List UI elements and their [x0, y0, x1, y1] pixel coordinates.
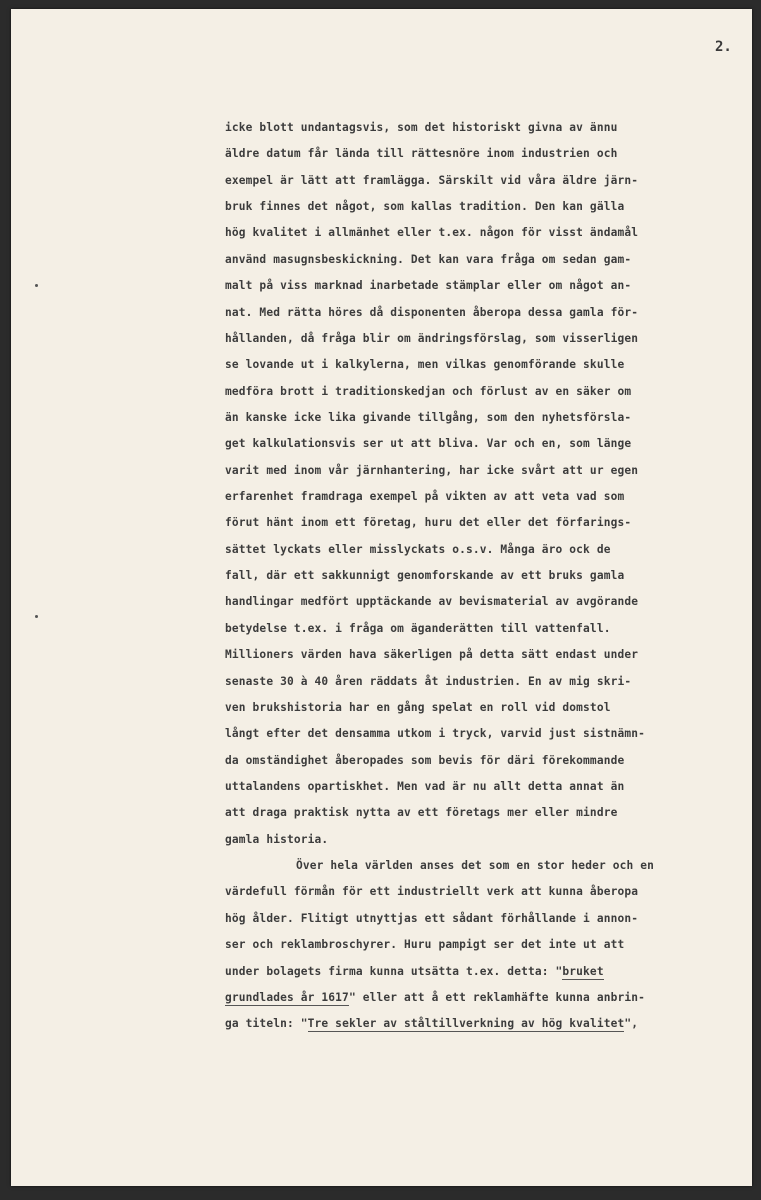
text-line: icke blott undantagsvis, som det historiskt givna av ännu [225, 121, 618, 134]
text-segment: ", [624, 1017, 639, 1031]
underlined-quote: bruket [562, 964, 604, 978]
text-line: malt på viss marknad inarbetade stämplar eller om något an- [225, 279, 632, 293]
text-line: medföra brott i traditionskedjan och förlust av en säker om [225, 384, 632, 398]
text-line [225, 1011, 737, 1037]
text-line: hög ålder. Flitigt utnyttjas ett sådant förhållande i annon- [225, 911, 639, 925]
text-line: da omständighet åberopades som bevis för däri förekommande [225, 753, 625, 767]
text-line [225, 959, 737, 985]
text-segment: " eller att å ett reklamhäfte kunna anbrin- [348, 990, 646, 1004]
text-line: erfarenhet framdraga exempel på vikten av att veta vad som [225, 490, 625, 504]
text-line: senaste 30 à 40 åren räddats åt industrien. En av mig skri- [225, 674, 632, 688]
text-line: bruk finnes det något, som kallas tradition. Den kan gälla [225, 200, 625, 214]
text-segment: under bolagets firma kunna utsätta t.ex. detta: " [225, 964, 563, 978]
text-line: hög kvalitet i allmänhet eller t.ex. någon för visst ändamål [225, 226, 639, 240]
text-line: ven brukshistoria har en gång spelat en roll vid domstol [225, 700, 611, 714]
text-line: handlingar medfört upptäckande av bevismaterial av avgörande [225, 595, 639, 609]
text-line: långt efter det densamma utkom i tryck, varvid just sistnämn- [225, 727, 646, 741]
text-line: förut hänt inom ett företag, huru det eller det förfarings- [225, 516, 632, 530]
text-segment: ga titeln: " [225, 1017, 308, 1031]
text-line: att draga praktisk nytta av ett företags mer eller mindre [225, 806, 618, 820]
text-line: värdefull förmån för ett industriellt verk att kunna åberopa [225, 885, 639, 899]
text-line: gamla historia. [225, 832, 329, 846]
text-line: hållanden, då fråga blir om ändringsförslag, som visserligen [225, 331, 639, 345]
page-number: 2. [715, 39, 732, 55]
margin-mark [35, 284, 38, 287]
margin-mark [35, 615, 38, 618]
text-line: än kanske icke lika givande tillgång, som den nyhetsförsla- [225, 410, 632, 424]
text-line: get kalkulationsvis ser ut att bliva. Var och en, som länge [225, 437, 632, 451]
text-line: varit med inom vår järnhantering, har icke svårt att ur egen [225, 463, 639, 477]
text-line: uttalandens opartiskhet. Men vad är nu allt detta annat än [225, 779, 625, 793]
text-line: sättet lyckats eller misslyckats o.s.v. Många äro ock de [225, 542, 611, 556]
paragraph-start-line: Över hela världen anses det som en stor heder och en [296, 859, 655, 873]
document-page [11, 9, 752, 1186]
underlined-quote: Tre sekler av ståltillverkning av hög kvalitet [307, 1017, 625, 1031]
text-line: fall, där ett sakkunnigt genomforskande av ett bruks gamla [225, 569, 625, 583]
text-line: använd masugnsbeskickning. Det kan vara fråga om sedan gam- [225, 252, 632, 266]
underlined-quote: grundlades år 1617 [225, 990, 349, 1004]
text-line [225, 985, 737, 1011]
text-line: ser och reklambroschyrer. Huru pampigt ser det inte ut att [225, 938, 625, 952]
text-line: se lovande ut i kalkylerna, men vilkas genomförande skulle [225, 358, 625, 372]
text-line: nat. Med rätta höres då disponenten åberopa dessa gamla för- [225, 305, 639, 319]
text-line: Millioners värden hava säkerligen på detta sätt endast under [225, 648, 639, 662]
text-line: exempel är lätt att framlägga. Särskilt vid våra äldre järn- [225, 173, 639, 187]
text-line: äldre datum får lända till rättesnöre inom industrien och [225, 147, 618, 161]
text-line: betydelse t.ex. i fråga om äganderätten till vattenfall. [225, 621, 611, 635]
typewritten-text [225, 115, 737, 1038]
